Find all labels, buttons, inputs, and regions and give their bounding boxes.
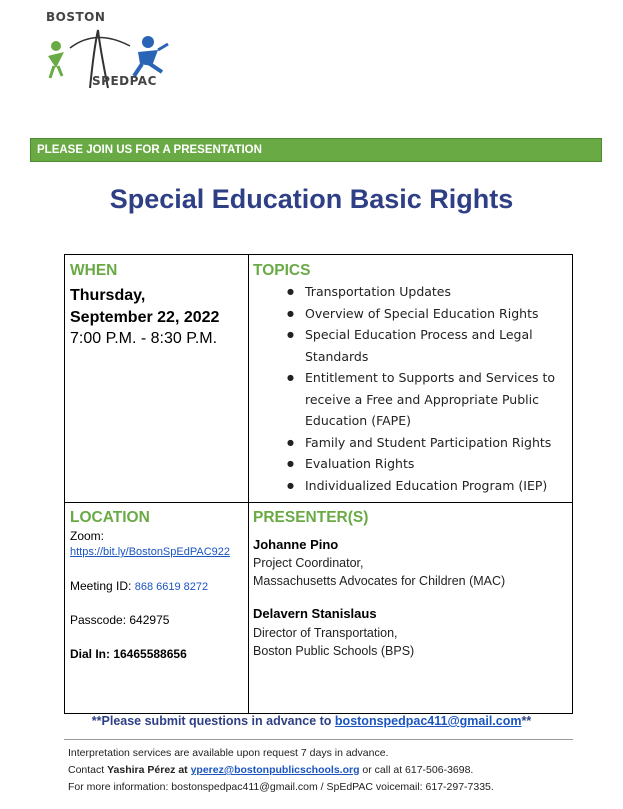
table-divider-horizontal (65, 502, 572, 503)
submit-questions (0, 714, 623, 728)
submit-suffix: ** (521, 714, 532, 728)
invitation-banner (30, 138, 602, 162)
list-item: ● Entitlement to Supports and Services to receive a Free and Appropriate Public Education (FAPE) (269, 367, 569, 432)
topics-heading: TOPICS (253, 262, 311, 279)
page-title: Special Education Basic Rights (109, 184, 514, 214)
contact-name: Yashira Pérez at (107, 764, 191, 776)
list-item: ● Family and Student Participation Rights (269, 432, 569, 454)
logo-text-top: BOSTON (46, 10, 106, 24)
banner-text: PLEASE JOIN US FOR A PRESENTATION (37, 144, 262, 156)
when-date: September 22, 2022 (70, 309, 220, 326)
footer-line-interpretation: Interpretation services are available upon request 7 days in advance. (68, 747, 389, 759)
presenter-org: Boston Public Schools (BPS) (253, 644, 415, 658)
presenter-role: Director of Transportation, (253, 626, 398, 640)
submit-email-link[interactable]: bostonspedpac411@gmail.com (334, 714, 522, 728)
meeting-id (70, 579, 208, 593)
spedpac-logo (40, 8, 180, 98)
submit-prefix: **Please submit questions in advance to (91, 714, 335, 728)
footer-line-info: For more information: bostonspedpac411@gmail.com / SpEdPAC voicemail: 617-297-7335. (68, 781, 494, 793)
info-table (64, 254, 573, 714)
list-item: ● Transportation Updates (269, 281, 569, 303)
list-item: ● Overview of Special Education Rights (269, 303, 569, 325)
list-item: ● Special Education Process and Legal Standards (269, 324, 569, 367)
topics-list (269, 281, 569, 496)
presenter-name: Delavern Stanislaus (253, 606, 377, 621)
footer-line-contact (68, 764, 473, 776)
meeting-id-value: 868 6619 8272 (134, 581, 209, 593)
zoom-label: Zoom: (70, 529, 105, 543)
footer-divider (64, 739, 573, 740)
presenter-org: Massachusetts Advocates for Children (MAC) (253, 574, 506, 588)
dial-in: Dial In: 16465588656 (70, 647, 187, 661)
location-heading: LOCATION (70, 509, 150, 526)
zoom-link[interactable]: https://bit.ly/BostonSpEdPAC922 (70, 546, 230, 558)
when-day: Thursday, (70, 287, 146, 304)
passcode: Passcode: 642975 (70, 613, 170, 627)
list-item: ● Individualized Education Program (IEP) (269, 475, 569, 497)
when-date-block (70, 285, 219, 329)
contact-suffix: or call at 617-506-3698. (359, 764, 474, 776)
list-item: ● Evaluation Rights (269, 453, 569, 475)
when-heading: WHEN (70, 262, 118, 279)
contact-prefix: Contact (68, 764, 108, 776)
presenter-name: Johanne Pino (253, 537, 339, 552)
logo-text-bottom: SPEDPAC (92, 74, 157, 88)
when-time: 7:00 P.M. - 8:30 P.M. (70, 330, 218, 347)
meeting-id-label: Meeting ID: (70, 579, 135, 593)
table-divider-vertical (248, 255, 249, 713)
presenter-role: Project Coordinator, (253, 556, 364, 570)
presenters-heading: PRESENTER(S) (253, 509, 369, 526)
contact-email-link[interactable]: yperez@bostonpublicschools.org (190, 764, 360, 776)
